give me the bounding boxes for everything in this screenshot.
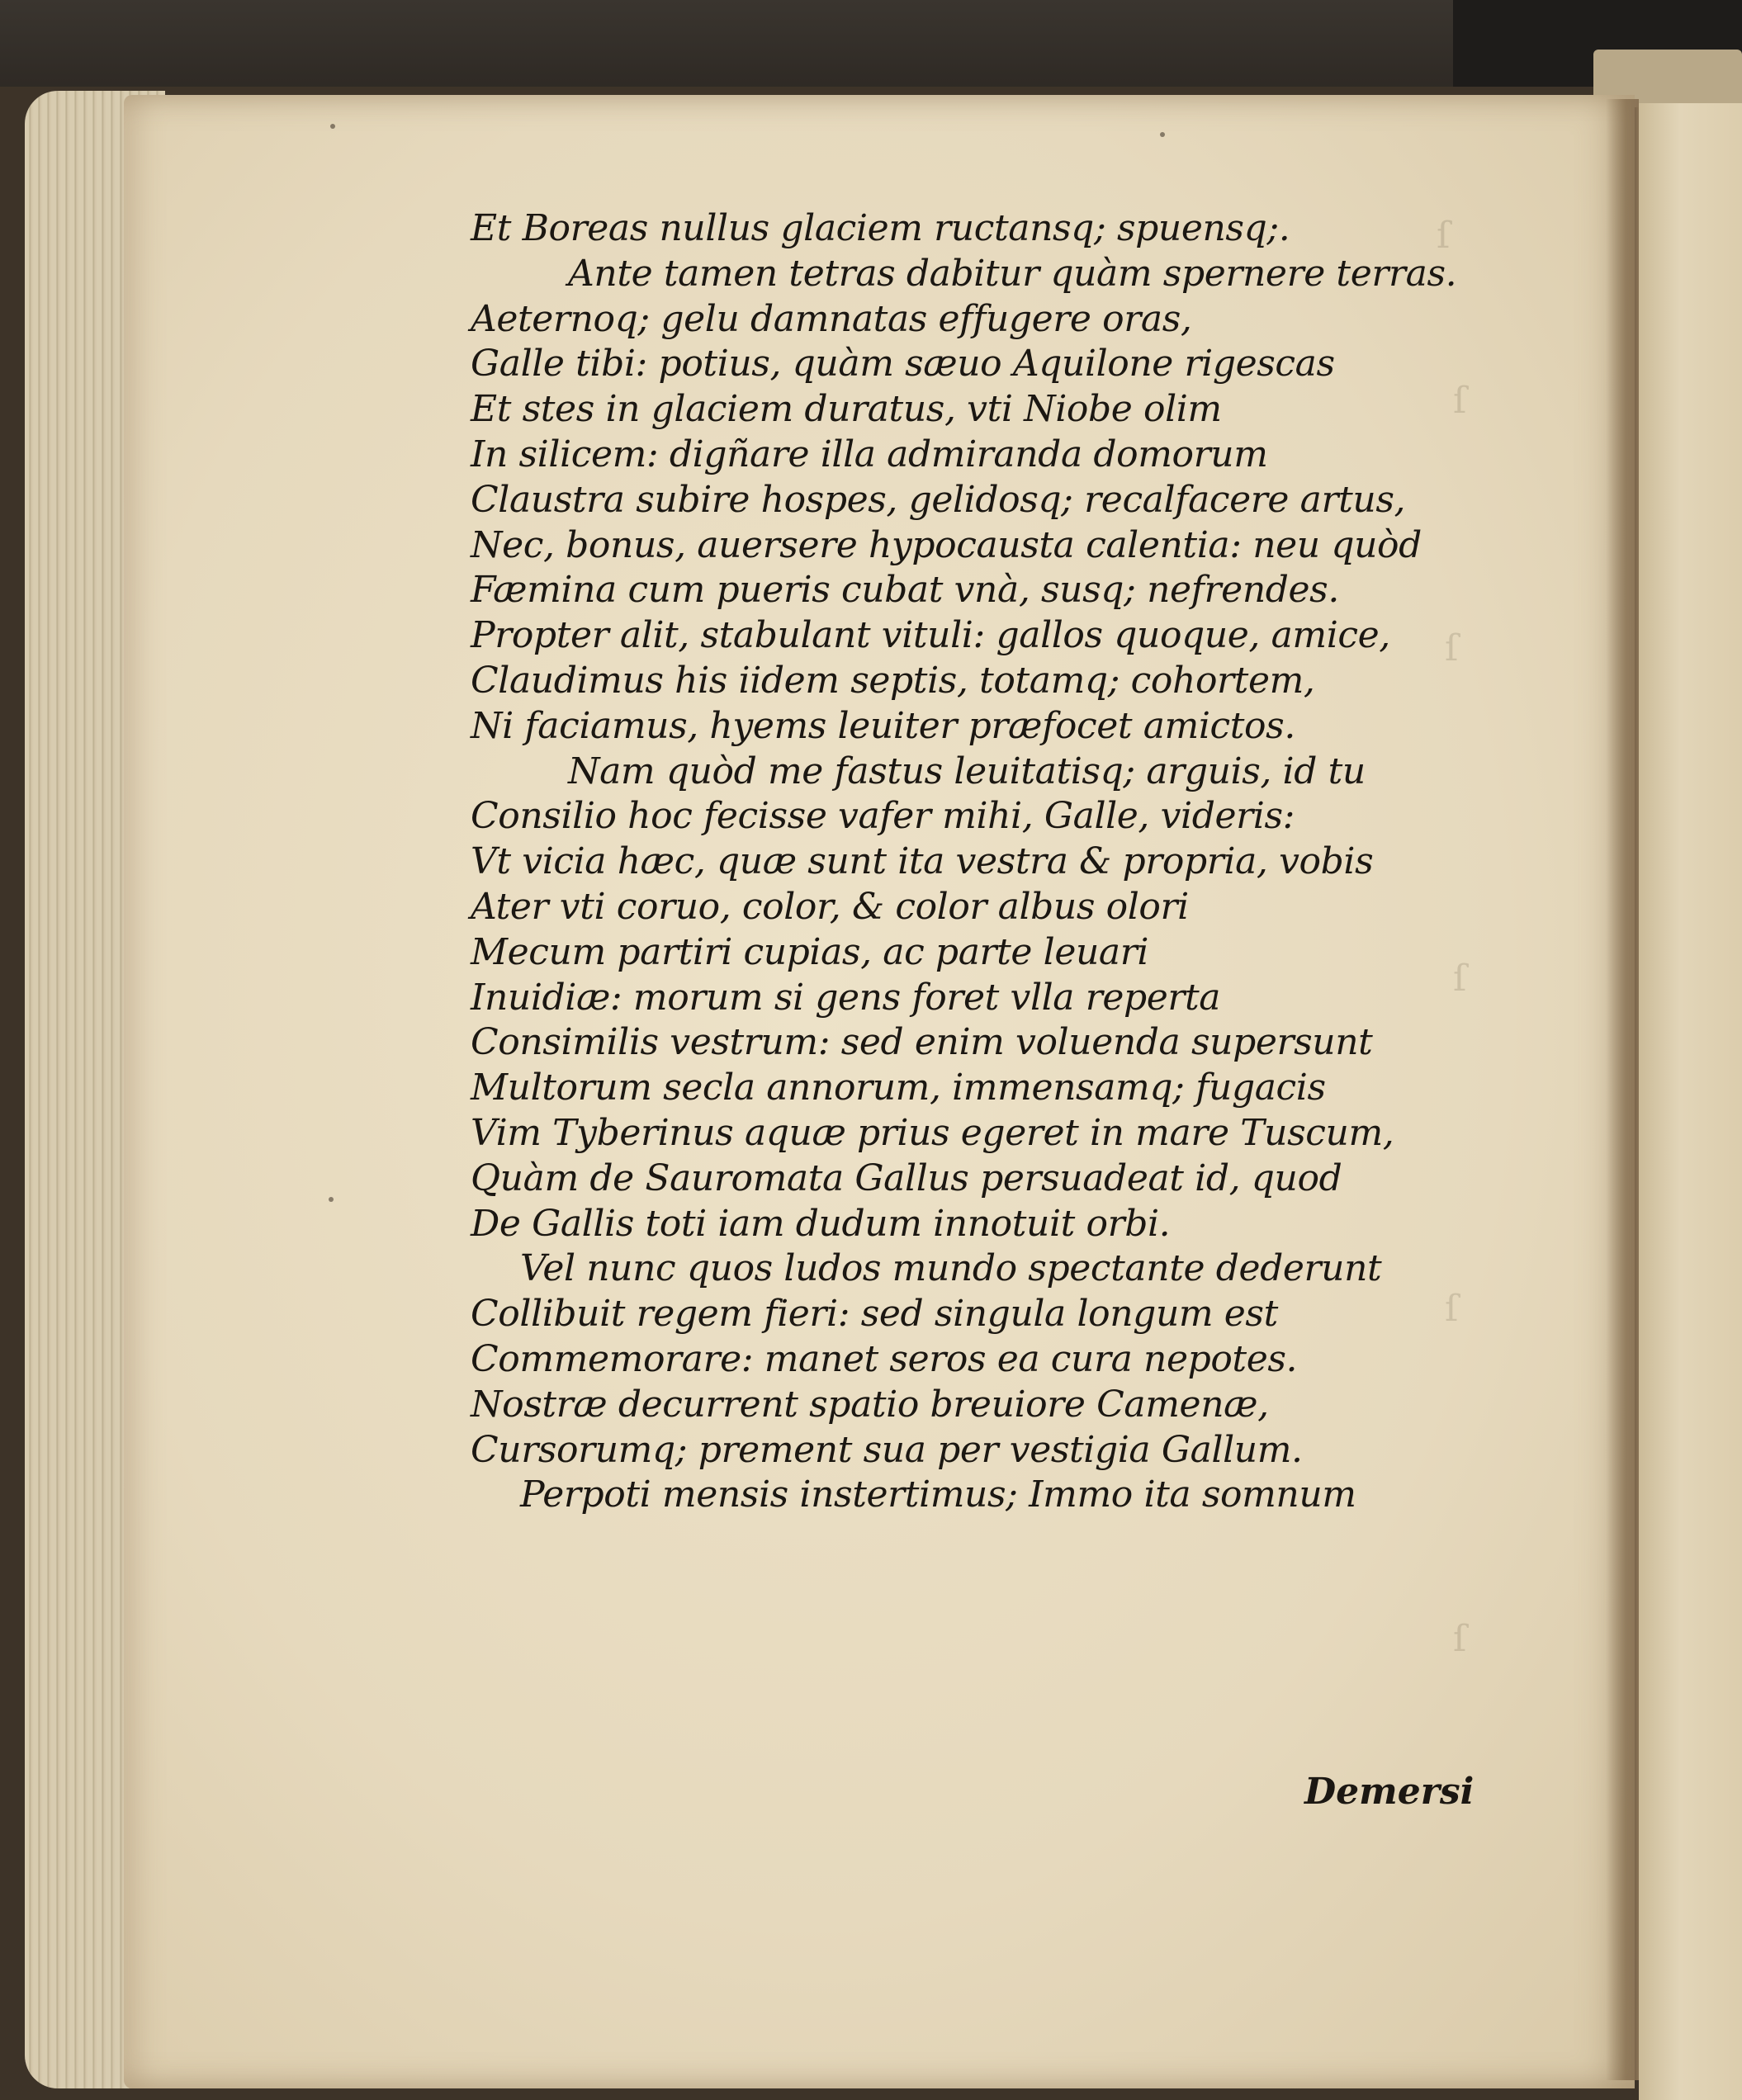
poem-line: Nostræ decurrent spatio breuiore Camenæ,	[471, 1383, 1269, 1426]
bleed-through-mark: ſ	[1453, 380, 1467, 422]
poem-line: Consilio hoc fecisse vafer mihi, Galle, videris:	[471, 795, 1295, 838]
poem-line: Claudimus his iidem septis, totamq; cohortem,	[471, 659, 1315, 702]
book-gutter	[1606, 99, 1639, 2080]
poem-line: Collibuit regem fieri: sed singula longum est	[471, 1293, 1278, 1336]
poem-line: Claustra subire hospes, gelidosq; recalfacere artus,	[471, 478, 1406, 521]
poem-line: Cursorumq; prement sua per vestigia Gallum.	[471, 1428, 1303, 1471]
paper-speck	[1160, 132, 1165, 137]
bleed-through-mark: ſ	[1445, 1288, 1459, 1330]
poem-line: Nam quòd me fastus leuitatisq; arguis, id tu	[568, 750, 1366, 792]
bleed-through-mark: ſ	[1437, 215, 1451, 257]
right-page-sliver	[1639, 103, 1742, 2100]
poem-line: Mecum partiri cupias, ac parte leuari	[471, 930, 1149, 973]
poem-line: Galle tibi: potius, quàm sæuo Aquilone rigescas	[471, 343, 1335, 385]
poem-line: Ater vti coruo, color, & color albus olori	[471, 885, 1189, 928]
poem-line: Commemorare: manet seros ea cura nepotes.	[471, 1337, 1298, 1380]
bleed-through-mark: ſ	[1453, 958, 1467, 1000]
poem-line: Perpoti mensis instertimus; Immo ita somnum	[520, 1473, 1356, 1516]
bleed-through-mark: ſ	[1445, 627, 1459, 669]
poem-line: Fæmina cum pueris cubat vnà, susq; nefrendes.	[471, 569, 1339, 612]
poem-line: Et stes in glaciem duratus, vti Niobe olim	[471, 388, 1222, 431]
poem-line: Et Boreas nullus glaciem ructansq; spuensq;.	[471, 207, 1290, 249]
poem-line: Vt vicia hæc, quæ sunt ita vestra & propria, vobis	[471, 840, 1374, 883]
poem-line: Propter alit, stabulant vituli: gallos quoque, amice,	[471, 614, 1390, 657]
poem-text-block	[471, 206, 1511, 1518]
bleed-through-mark: ſ	[1453, 1618, 1467, 1660]
poem-line: Nec, bonus, auersere hypocausta calentia: neu quòd	[471, 523, 1422, 566]
poem-line: Inuidiæ: morum si gens foret vlla reperta	[471, 976, 1221, 1019]
poem-line: Multorum secla annorum, immensamq; fugacis	[471, 1067, 1326, 1109]
paper-speck	[329, 1197, 334, 1202]
catchword: Demersi	[1304, 1771, 1475, 1813]
poem-line: Aeternoq; gelu damnatas effugere oras,	[471, 297, 1192, 340]
poem-line: Vim Tyberinus aquæ prius egeret in mare Tuscum,	[471, 1111, 1394, 1154]
poem-line: In silicem: digñare illa admiranda domorum	[471, 433, 1268, 475]
poem-line: Quàm de Sauromata Gallus persuadeat id, quod	[471, 1156, 1342, 1199]
paper-speck	[330, 124, 335, 129]
catchword-area	[1304, 1771, 1475, 1813]
poem-line: Ni faciamus, hyems leuiter præfocet amictos.	[471, 704, 1295, 747]
poem-line: Vel nunc quos ludos mundo spectante dederunt	[520, 1247, 1382, 1290]
poem-line: De Gallis toti iam dudum innotuit orbi.	[471, 1202, 1171, 1245]
poem-line: Consimilis vestrum: sed enim voluenda supersunt	[471, 1021, 1373, 1064]
poem-line: Ante tamen tetras dabitur quàm spernere terras.	[568, 252, 1457, 295]
